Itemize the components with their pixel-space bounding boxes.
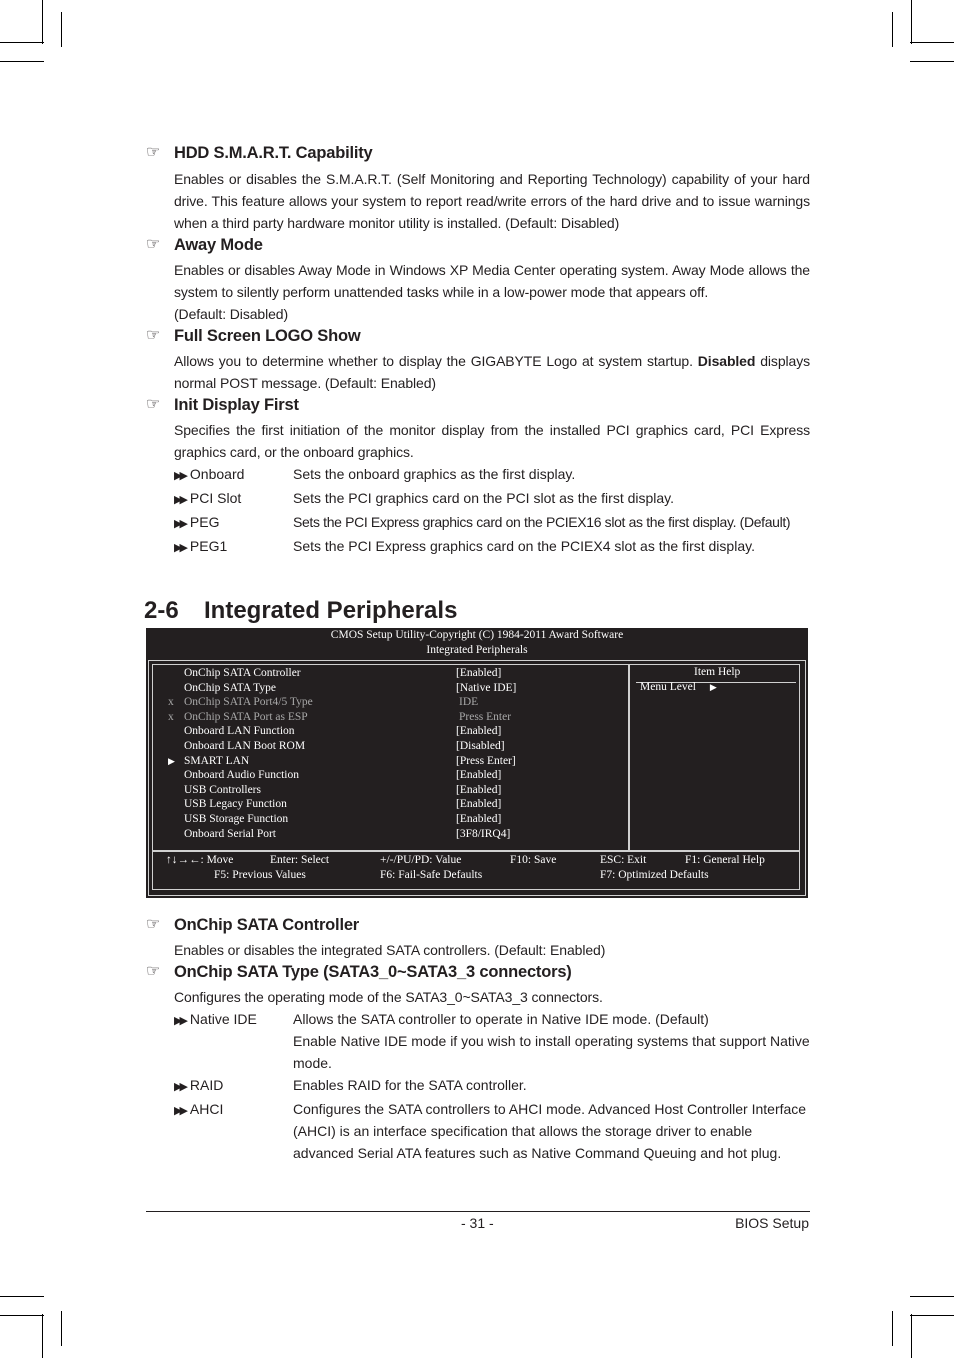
key-general-help: F1: General Help (685, 854, 765, 866)
item-title: Full Screen LOGO Show (174, 327, 361, 345)
item-away-mode (146, 235, 810, 325)
item-title: OnChip SATA Type (SATA3_0~SATA3_3 connectors) (174, 963, 572, 981)
bios-item-label[interactable]: USB Legacy Function (184, 798, 287, 811)
play-arrow-icon: ▶ (709, 682, 717, 692)
disabled-marker: x (168, 696, 174, 709)
bios-item-label[interactable]: Onboard LAN Function (184, 725, 295, 738)
section-title (144, 596, 457, 626)
footer-section: BIOS Setup (735, 1215, 809, 1231)
key-optimized: F7: Optimized Defaults (600, 869, 709, 881)
key-previous-values: F5: Previous Values (214, 869, 306, 881)
pointing-hand-icon: ☞ (146, 396, 161, 413)
bios-item-label[interactable]: USB Storage Function (184, 813, 289, 825)
bios-item-value[interactable]: [Native IDE] (456, 681, 517, 694)
item-title: Away Mode (174, 236, 263, 254)
double-arrow-icon: ▶▶ (174, 518, 185, 530)
bios-item-label: OnChip SATA Port as ESP (184, 710, 308, 723)
bios-item-value[interactable]: [Enabled] (456, 667, 502, 679)
item-title: OnChip SATA Controller (174, 916, 360, 934)
double-arrow-icon: ▶▶ (174, 542, 185, 554)
bios-item-value[interactable]: [Enabled] (456, 769, 502, 782)
bios-item-value[interactable]: [Enabled] (456, 783, 502, 796)
double-arrow-icon: ▶▶ (174, 1105, 185, 1117)
bios-item-label: OnChip SATA Port4/5 Type (184, 696, 313, 709)
key-move: ↑↓→←: Move (166, 854, 234, 866)
key-save: F10: Save (510, 854, 557, 866)
bios-item-value[interactable]: [Enabled] (456, 798, 502, 811)
bios-item-label[interactable]: USB Controllers (184, 783, 261, 796)
bios-item-value[interactable]: [Press Enter] (456, 754, 516, 767)
double-arrow-icon: ▶▶ (174, 494, 185, 506)
bios-item-value[interactable]: [3F8/IRQ4] (456, 827, 511, 840)
disabled-marker: x (168, 710, 174, 723)
key-fail-safe: F6: Fail-Safe Defaults (380, 869, 483, 881)
item-title: Init Display First (174, 396, 299, 414)
page-number: - 31 - (461, 1215, 494, 1231)
menu-level-label: Menu Level ▶ (640, 681, 717, 693)
pointing-hand-icon: ☞ (146, 236, 161, 253)
option-list (174, 463, 810, 559)
bios-copyright: CMOS Setup Utility-Copyright (C) 1984-2011 Award Software (330, 629, 624, 641)
item-description: Configures the operating mode of the SATA3_0~SATA3_3 connectors. (174, 989, 603, 1005)
bios-item-label[interactable]: OnChip SATA Controller (184, 667, 301, 679)
option-row: ▶▶ PEG Sets the PCI Express graphics card on the PCIEX16 slot as the first display. (Default) (174, 514, 791, 530)
item-title: HDD S.M.A.R.T. Capability (174, 144, 373, 162)
item-description: Allows you to determine whether to display the GIGABYTE Logo at system startup. Disabled displays normal POST message. (Default: Enabled) (174, 353, 810, 391)
footer-rule (146, 1211, 810, 1212)
option-row: ▶▶ RAID Enables RAID for the SATA controller. (174, 1077, 527, 1093)
bios-item-value[interactable]: [Enabled] (456, 813, 502, 825)
option-row: ▶▶ Native IDE Allows the SATA controller to operate in Native IDE mode. (Default) Enable Native IDE mode if you wish to install operating systems that support Native mode. (174, 1011, 810, 1071)
option-list (174, 1008, 810, 1164)
item-onchip-sata-type (146, 962, 810, 1164)
item-default-note: (Default: Disabled) (174, 306, 289, 322)
option-row: ▶▶ Onboard Sets the onboard graphics as the first display. (174, 466, 576, 482)
bios-screen (146, 628, 808, 898)
item-init-display-first (146, 395, 810, 559)
bios-item-label[interactable]: OnChip SATA Type (184, 681, 276, 694)
section-name: Integrated Peripherals (204, 597, 458, 624)
submenu-arrow-icon: ▶ (168, 755, 175, 766)
bios-item-value: IDE (459, 696, 479, 709)
item-description: Enables or disables the integrated SATA controllers. (Default: Enabled) (174, 942, 606, 958)
bios-item-label[interactable]: SMART LAN (184, 754, 250, 767)
item-description: Enables or disables the S.M.A.R.T. (Self Monitoring and Reporting Technology) capability of your hard drive. This feature allows your system to report read/write errors of the hard drive and to issue warnings when a third party hardware monitor utility is installed. (Default: Disabled) (174, 171, 810, 231)
bios-item-value: Press Enter (459, 710, 512, 723)
bios-item-value[interactable]: [Disabled] (456, 740, 505, 752)
pointing-hand-icon: ☞ (146, 144, 161, 161)
double-arrow-icon: ▶▶ (174, 1015, 185, 1027)
pointing-hand-icon: ☞ (146, 963, 161, 980)
bios-item-label[interactable]: Onboard LAN Boot ROM (184, 740, 306, 752)
double-arrow-icon: ▶▶ (174, 470, 185, 482)
pointing-hand-icon: ☞ (146, 327, 161, 344)
option-row: ▶▶ PCI Slot Sets the PCI graphics card on the PCI slot as the first display. (174, 490, 675, 506)
item-hdd-smart (146, 143, 810, 234)
item-description: Enables or disables Away Mode in Windows XP Media Center operating system. Away Mode allows the system to silently perform unattended tasks while in a low-power mode that appears off. (174, 262, 810, 300)
section-number: 2-6 (144, 597, 179, 624)
pointing-hand-icon: ☞ (146, 916, 161, 933)
bios-page-title: Integrated Peripherals (426, 644, 528, 656)
bold-keyword: Disabled (697, 353, 756, 369)
bios-item-label[interactable]: Onboard Serial Port (184, 827, 276, 840)
item-help-title: Item Help (694, 666, 741, 678)
item-full-screen-logo (146, 326, 810, 394)
bios-item-label[interactable]: Onboard Audio Function (184, 769, 299, 782)
key-select: Enter: Select (270, 854, 330, 866)
item-description: Specifies the first initiation of the monitor display from the installed PCI graphics card, PCI Express graphics card, or the onboard graphics. (174, 422, 810, 460)
key-exit: ESC: Exit (600, 854, 647, 866)
bios-item-value[interactable]: [Enabled] (456, 725, 502, 738)
item-onchip-sata-controller (146, 915, 810, 961)
key-value: +/-/PU/PD: Value (380, 854, 462, 866)
option-row: ▶▶ AHCI Configures the SATA controllers to AHCI mode. Advanced Host Controller Interface (AHCI) is an interface specification that allows the storage driver to enable advanced Serial ATA features such as Native Command Queuing and hot plug. (174, 1101, 807, 1161)
option-row: ▶▶ PEG1 Sets the PCI Express graphics card on the PCIEX4 slot as the first display. (174, 538, 755, 554)
double-arrow-icon: ▶▶ (174, 1081, 185, 1093)
